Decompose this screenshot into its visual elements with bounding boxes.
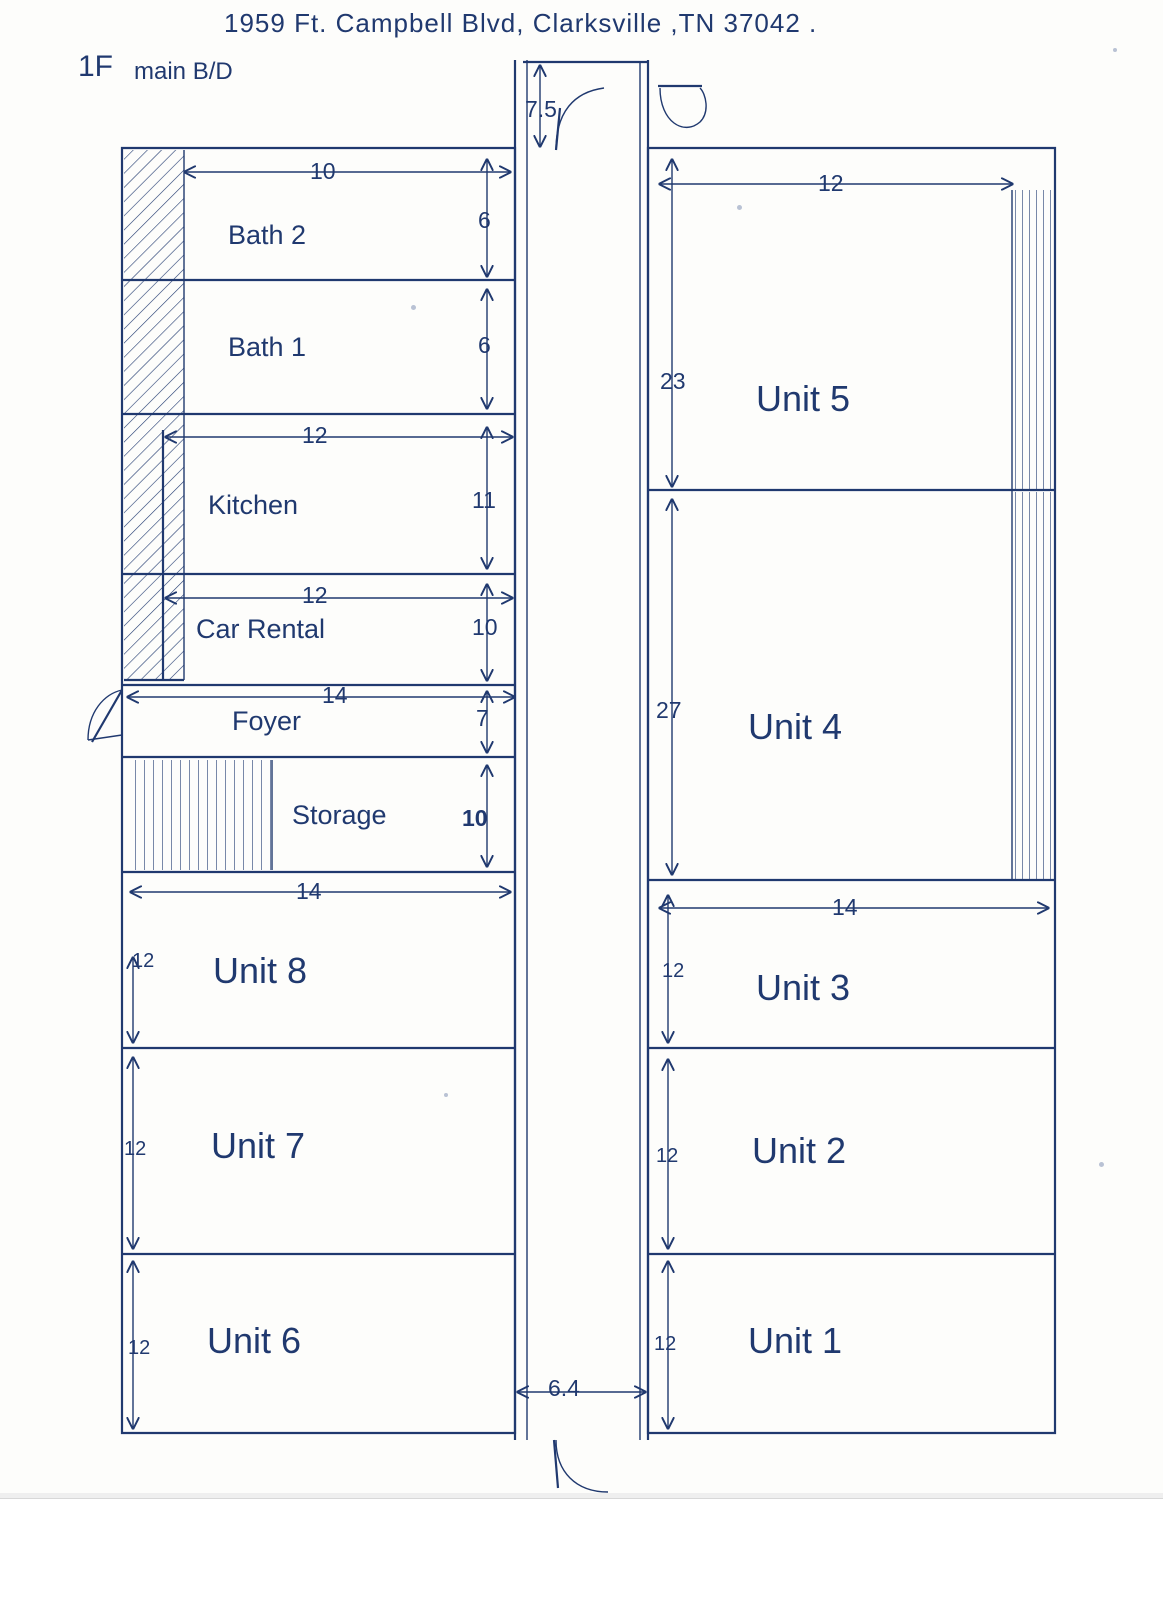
- dim-unit4-height: 27: [656, 697, 682, 723]
- unit-label-unit-4: Unit 4: [748, 706, 843, 747]
- dim-kitchen-width: 12: [302, 422, 328, 448]
- floor-note: main B/D: [134, 58, 233, 85]
- dim-unit1-height: 12: [654, 1333, 677, 1355]
- dim-unit3-height: 12: [662, 960, 685, 982]
- dim-unit5-height: 23: [660, 368, 686, 394]
- room-label-kitchen: Kitchen: [208, 490, 299, 520]
- room-label-bath1: Bath 1: [228, 332, 307, 362]
- unit-label-unit-5: Unit 5: [756, 378, 851, 419]
- unit-label-unit-6: Unit 6: [207, 1320, 302, 1361]
- unit-label-unit-2: Unit 2: [752, 1130, 847, 1171]
- unit-label-unit-7: Unit 7: [211, 1125, 306, 1166]
- dim-left-top-width: 10: [310, 158, 336, 184]
- unit-label-unit-8: Unit 8: [213, 950, 308, 991]
- page-title: 1959 Ft. Campbell Blvd, Clarksville ,TN 37042 .: [224, 8, 818, 38]
- scan-speck: [737, 205, 742, 210]
- room-label-bath2: Bath 2: [228, 220, 307, 250]
- scan-speck: [1113, 48, 1117, 52]
- dim-right-top-width: 12: [818, 170, 844, 196]
- floor-label: 1F: [78, 50, 114, 83]
- dim-kitchen-height: 11: [472, 487, 496, 513]
- dim-carrental-width: 12: [302, 582, 328, 608]
- scan-edge: [0, 1498, 1163, 1599]
- room-label-car-rental: Car Rental: [196, 614, 326, 644]
- dim-corridor-width: 6.4: [548, 1375, 580, 1401]
- dim-bath1-height: 6: [478, 332, 491, 358]
- dim-unit6-height: 12: [128, 1337, 151, 1359]
- scan-speck: [1099, 1162, 1104, 1167]
- room-label-foyer: Foyer: [232, 706, 302, 736]
- dim-foyer-height: 7: [476, 705, 489, 731]
- scan-speck: [411, 305, 416, 310]
- dim-bath2-height: 6: [478, 207, 491, 233]
- dim-corridor-top: 7.5: [525, 96, 557, 122]
- dim-right-units-width: 14: [832, 894, 858, 920]
- room-label-storage: Storage: [292, 800, 387, 830]
- unit-label-unit-1: Unit 1: [748, 1320, 843, 1361]
- dim-unit2-height: 12: [656, 1145, 679, 1167]
- dim-left-units-width: 14: [296, 878, 322, 904]
- scan-speck: [444, 1093, 448, 1097]
- unit-label-unit-3: Unit 3: [756, 967, 851, 1008]
- dim-unit8-height: 12: [132, 950, 155, 972]
- dim-foyer-width: 14: [322, 682, 348, 708]
- dim-unit7-height: 12: [124, 1138, 147, 1160]
- dim-storage-height: 10: [462, 805, 488, 831]
- dim-carrental-height: 10: [472, 614, 498, 640]
